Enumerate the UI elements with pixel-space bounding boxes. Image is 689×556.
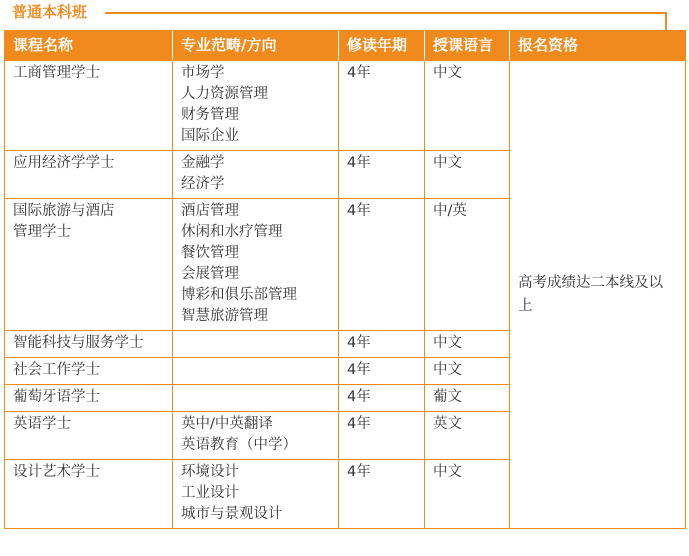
program-table — [4, 30, 686, 529]
major-item: 城市与景观设计 — [181, 506, 283, 522]
language-cell: 中文 — [425, 460, 510, 529]
language-cell: 葡文 — [425, 385, 510, 412]
header-language: 授课语言 — [425, 30, 510, 61]
major-item: 财务管理 — [181, 107, 239, 123]
major-cell — [173, 412, 339, 460]
major-item: 餐饮管理 — [181, 245, 239, 261]
header-program-name: 课程名称 — [5, 30, 173, 61]
language-cell: 中/英 — [425, 199, 510, 331]
major-cell — [173, 61, 339, 151]
language-cell: 英文 — [425, 412, 510, 460]
major-cell — [173, 358, 339, 385]
major-item: 市场学 — [181, 65, 225, 81]
major-item: 英语教育（中学） — [181, 437, 297, 453]
major-cell — [173, 385, 339, 412]
years-cell: 4年 — [339, 331, 425, 358]
table-header-row — [5, 30, 686, 61]
program-name-cell — [5, 151, 173, 199]
program-name: 应用经济学学士 — [13, 155, 115, 171]
program-name-cell — [5, 331, 173, 358]
major-item: 英中/中英翻译 — [181, 416, 273, 432]
years-cell: 4年 — [339, 412, 425, 460]
program-name-cell — [5, 61, 173, 151]
section-divider-drop — [665, 12, 667, 30]
table-row — [5, 61, 686, 151]
program-name: 国际旅游与酒店 — [13, 203, 115, 219]
section-header — [0, 0, 689, 30]
years-cell: 4年 — [339, 385, 425, 412]
header-requirement: 报名资格 — [510, 30, 686, 61]
table-body — [5, 61, 686, 529]
major-cell — [173, 460, 339, 529]
program-name-cell — [5, 385, 173, 412]
major-item: 金融学 — [181, 155, 225, 171]
requirement-cell: 高考成绩达二本线及以上 — [510, 61, 686, 529]
program-name: 英语学士 — [13, 416, 71, 432]
program-name: 社会工作学士 — [13, 362, 100, 378]
language-cell: 中文 — [425, 151, 510, 199]
header-years: 修读年期 — [339, 30, 425, 61]
program-name: 葡萄牙语学士 — [13, 389, 100, 405]
major-cell — [173, 151, 339, 199]
years-cell: 4年 — [339, 61, 425, 151]
major-cell — [173, 199, 339, 331]
section-divider — [105, 12, 667, 14]
program-name-cell — [5, 460, 173, 529]
program-name-cell — [5, 358, 173, 385]
major-item: 环境设计 — [181, 464, 239, 480]
language-cell: 中文 — [425, 358, 510, 385]
program-name: 工商管理学士 — [13, 65, 100, 81]
program-name-cell — [5, 199, 173, 331]
major-item: 人力资源管理 — [181, 86, 268, 102]
program-name: 智能科技与服务学士 — [13, 335, 144, 351]
major-item: 休闲和水疗管理 — [181, 224, 283, 240]
major-item: 博彩和俱乐部管理 — [181, 287, 297, 303]
program-name: 管理学士 — [13, 224, 71, 240]
major-item: 工业设计 — [181, 485, 239, 501]
major-item: 国际企业 — [181, 128, 239, 144]
section-title: 普通本科班 — [12, 3, 88, 21]
major-item: 酒店管理 — [181, 203, 239, 219]
program-name-cell — [5, 412, 173, 460]
years-cell: 4年 — [339, 460, 425, 529]
language-cell: 中文 — [425, 61, 510, 151]
major-item: 智慧旅游管理 — [181, 308, 268, 324]
years-cell: 4年 — [339, 151, 425, 199]
program-name: 设计艺术学士 — [13, 464, 100, 480]
language-cell: 中文 — [425, 331, 510, 358]
major-item: 经济学 — [181, 176, 225, 192]
major-item: 会展管理 — [181, 266, 239, 282]
years-cell: 4年 — [339, 199, 425, 331]
major-cell — [173, 331, 339, 358]
header-major: 专业范畴/方向 — [173, 30, 339, 61]
years-cell: 4年 — [339, 358, 425, 385]
